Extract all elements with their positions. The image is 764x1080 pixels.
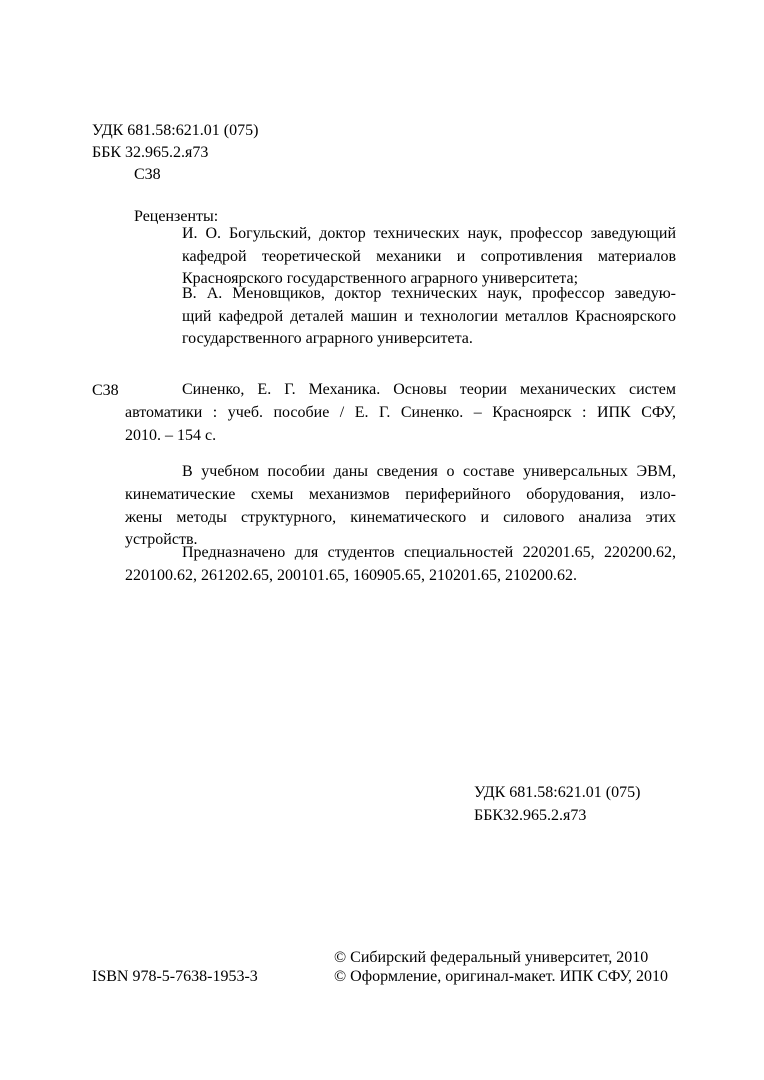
reviewer-2-line: государственного аграрного университета. [182,330,473,347]
copyright-layout: © Оформление, оригинал-макет. ИПК СФУ, 2010 [334,968,669,985]
bibliographic-rest [125,402,676,447]
annotation-line: 220100.62, 261202.65, 200101.65, 160905.65, 210201.65, 210200.62. [125,567,577,584]
annotation-p2-rest [125,565,676,588]
reviewer-2-line: щий кафедрой деталей машин и технологии металлов Красноярского [182,307,676,325]
reviewer-1-line: И. О. Богульский, доктор технических наук, профессор заведующий [182,225,676,242]
reviewer-1-line: кафедрой теоретической механики и сопротивления материалов [182,247,676,265]
bibliographic-line: автоматики : учеб. пособие / Е. Г. Синенко. – Красноярск : ИПК СФУ, [125,404,676,421]
author-code: С38 [134,166,161,183]
udk-code: УДК 681.58:621.01 (075) [92,122,259,139]
bibliographic-line: 2010. – 154 с. [125,426,217,444]
annotation-line: Предназначено для студентов специальностей 220201.65, 220200.62, [182,544,676,561]
classification-udk: УДК 681.58:621.01 (075) [474,784,641,801]
annotation-line: жены методы структурного, кинематического и силового анализа этих [125,508,676,526]
bibliographic-first [182,379,676,402]
reviewer-2 [182,283,676,351]
reviewer-1-line: Красноярского государственного аграрного университета; [182,270,579,287]
bibliographic-code: С38 [92,382,119,399]
reviewers-label: Рецензенты: [134,208,219,225]
annotation-p1-first [182,461,676,484]
annotation-line: В учебном пособии даны сведения о составе универсальных ЭВМ, [182,463,676,480]
reviewer-2-line: В. А. Меновщиков, доктор технических наук, профессор заведую- [182,285,676,302]
classification-bbk: ББК32.965.2.я73 [474,807,587,824]
annotation-p2-first [182,542,676,565]
reviewer-1 [182,223,676,291]
bbk-code: ББК 32.965.2.я73 [92,144,209,161]
isbn: ISBN 978-5-7638-1953-3 [92,968,258,985]
copyright-university: © Сибирский федеральный университет, 2010 [334,949,649,966]
annotation-line: устройств. [125,531,198,548]
annotation-line: кинематические схемы механизмов периферийного оборудования, изло- [125,486,676,503]
bibliographic-line: Синенко, Е. Г. Механика. Основы теории механических систем [182,381,676,398]
